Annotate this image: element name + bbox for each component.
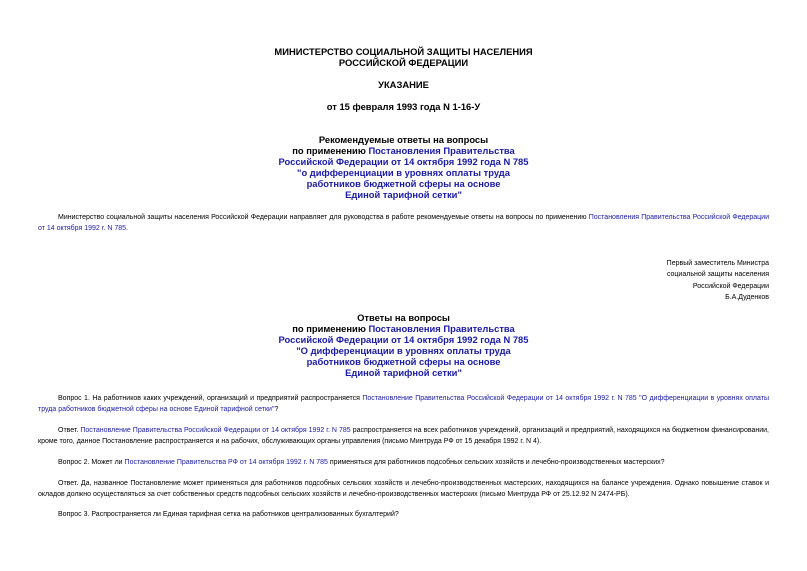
question-3: Вопрос 3. Распространяется ли Единая тарифная сетка на работников централизованных бухгалтерий?: [58, 511, 399, 518]
decree-link[interactable]: "о дифференциации в уровнях оплаты труда: [297, 167, 510, 178]
signature-position: социальной защиты населения: [666, 271, 769, 279]
decree-link[interactable]: работников бюджетной сферы на основе: [306, 178, 501, 189]
answers-title: [0, 312, 807, 378]
decree-link[interactable]: Постановление Правительства РФ от 14 октября 1992 г. N 785: [124, 459, 328, 466]
signatory-name: Б.А.Дуденков: [725, 293, 769, 301]
decree-link[interactable]: Постановления Правительства: [368, 323, 515, 334]
title-line: по применению Постановления Правительства: [292, 323, 515, 334]
title-line: Ответы на вопросы: [357, 312, 450, 323]
decree-link[interactable]: Постановление Правительства Российской Федерации от 14 октября 1992 г. N 785: [80, 427, 351, 434]
ministry-name-line2: РОССИЙСКОЙ ФЕДЕРАЦИИ: [338, 57, 469, 68]
decree-link[interactable]: Российской Федерации от 14 октября 1992 года N 785: [278, 334, 529, 345]
title-line: Рекомендуемые ответы на вопросы: [318, 134, 489, 145]
ministry-name-line1: МИНИСТЕРСТВО СОЦИАЛЬНОЙ ЗАЩИТЫ НАСЕЛЕНИЯ: [274, 46, 533, 57]
document-type: УКАЗАНИЕ: [378, 79, 429, 90]
signature-position: Российской Федерации: [692, 282, 769, 290]
decree-link[interactable]: Постановления Правительства: [368, 145, 515, 156]
title-line: по применению Постановления Правительства: [292, 145, 515, 156]
decree-link[interactable]: работников бюджетной сферы на основе: [306, 356, 501, 367]
answer-2: Ответ. Да, названное Постановление может применяться для работников подсобных сельских хозяйств и лечебно-производственных мастерских, находящихся на балансе учреждения. Однако повышение ставок и окладов должно осуществляться за счет собственных средств подсобных сельских хозяйств и лечебно-производственных мастерских (письмо Минтруда РФ от 25.12.92 N 2474-РБ).: [38, 480, 769, 499]
document-date: от 15 февраля 1993 года N 1-16-У: [326, 101, 481, 112]
decree-link[interactable]: Российской Федерации от 14 октября 1992 года N 785: [278, 156, 529, 167]
answer-1: Ответ. Постановление Правительства Российской Федерации от 14 октября 1992 г. N 785 распространяется на всех работников учреждений, организаций и предприятий, находящихся на бюджетном финансировании, кроме того, данное Постановление распространяется и на рабочих, обслуживающих органы управления (письмо Минтруда РФ от 15 декабря 1992 г. N 4).: [38, 427, 770, 446]
signature-position: Первый заместитель Министра: [666, 260, 769, 267]
decree-link[interactable]: Постановления Правительства Российской Федерации от 14 октября 1992 г. N 785: [38, 214, 769, 233]
decree-link[interactable]: Единой тарифной сетки": [345, 367, 462, 378]
question-2: Вопрос 2. Может ли Постановление Правительства РФ от 14 октября 1992 г. N 785 применяться для работников подсобных сельских хозяйств и лечебно-производственных мастерских?: [58, 459, 665, 466]
intro-paragraph: Министерство социальной защиты населения Российской Федерации направляет для руководства в работе рекомендуемые ответы на вопросы по применению Постановления Правительства Российской Федерации от 14 октября 1992 г. N 785.: [38, 214, 769, 233]
question-1: Вопрос 1. На работников каких учреждений, организаций и предприятий распространяется Постановление Правительства Российской Федерации от 14 октября 1992 г. N 785 "О дифференциации в уровнях оплаты труда работников бюджетной сферы на основе Единой тарифной сетки"?: [38, 395, 769, 414]
signature-block: [667, 258, 769, 303]
document-header: [0, 46, 807, 68]
decree-link[interactable]: "О дифференциации в уровнях оплаты труда: [296, 345, 511, 356]
decree-link[interactable]: Постановление Правительства Российской Федерации от 14 октября 1992 г. N 785 "О дифференциации в уровнях оплаты труда работников бюджетной сферы на основе Единой тарифной сетки": [38, 395, 769, 414]
decree-link[interactable]: Единой тарифной сетки": [345, 189, 462, 200]
recommendations-title: [0, 134, 807, 200]
